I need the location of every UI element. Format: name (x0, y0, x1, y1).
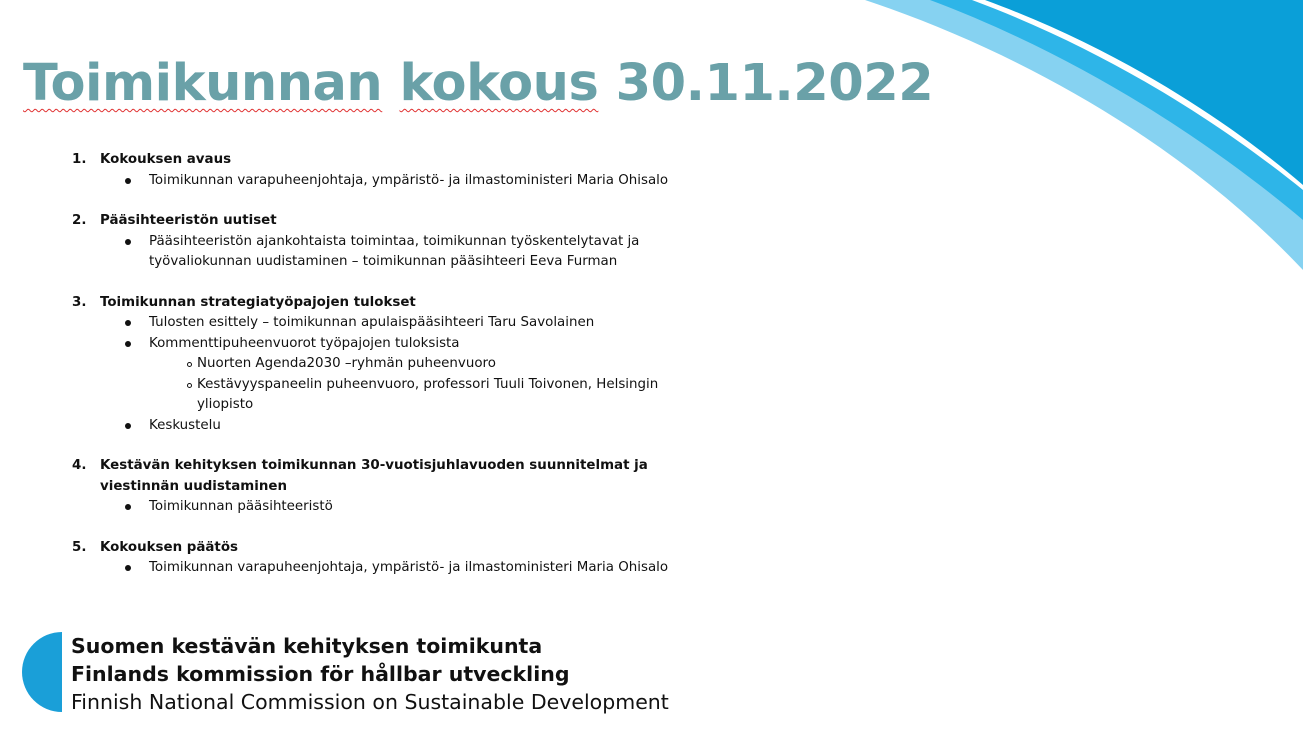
agenda-item-number: 4. (72, 458, 87, 473)
agenda-list (72, 150, 682, 599)
agenda-item-3 (72, 293, 682, 437)
agenda-item-2 (72, 211, 682, 273)
bullet-dot-icon (123, 171, 149, 192)
agenda-bullet (123, 232, 682, 273)
agenda-bullet (123, 334, 682, 355)
page-title (23, 54, 933, 113)
bullet-text: Kommenttipuheenvuorot työpajojen tuloksista (149, 335, 460, 351)
bullet-text: Tulosten esittely – toimikunnan apulaispääsihteeri Taru Savolainen (149, 315, 595, 330)
agenda-bullet (123, 313, 682, 334)
footer-name-swedish: Finlands kommission för hållbar utveckling (71, 662, 570, 686)
agenda-item-5 (72, 538, 682, 579)
bullet-dot-icon (123, 232, 149, 273)
bullet-dot-icon (123, 334, 149, 355)
bullet-text: Toimikunnan varapuheenjohtaja, ympäristö- ja ilmastoministeri Maria Ohisalo (149, 172, 669, 188)
agenda-item-heading: Pääsihteeristön uutiset (100, 213, 277, 228)
agenda-item-number: 2. (72, 213, 87, 228)
agenda-item-heading: Kestävän kehityksen toimikunnan 30-vuotisjuhlavuoden suunnitelmat ja viestinnän uudistaminen (100, 458, 648, 494)
bullet-dot-icon (123, 497, 149, 518)
bullet-dot-icon (123, 558, 149, 579)
title-date: 30.11.2022 (615, 54, 934, 113)
footer-name-english: Finnish National Commission on Sustainable Development (71, 690, 669, 714)
bullet-text: Keskustelu (149, 417, 221, 433)
agenda-item-number: 3. (72, 294, 87, 310)
sub-bullet-text: Kestävyyspaneelin puheenvuoro, professori Tuuli Toivonen, Helsingin yliopisto (197, 376, 659, 412)
bullet-dot-icon (123, 313, 149, 334)
agenda-bullet (123, 558, 682, 579)
bullet-text: Toimikunnan pääsihteeristö (149, 499, 333, 514)
agenda-item-4 (72, 456, 682, 518)
bullet-text: Toimikunnan varapuheenjohtaja, ympäristö- ja ilmastoministeri Maria Ohisalo (149, 560, 669, 575)
bullet-dot-icon (123, 416, 149, 437)
agenda-bullet (123, 497, 682, 518)
agenda-item-heading: Toimikunnan strategiatyöpajojen tulokset (100, 294, 416, 310)
agenda-item-heading: Kokouksen päätös (100, 539, 238, 555)
bullet-text: Pääsihteeristön ajankohtaista toimintaa, toimikunnan työskentelytavat ja työvaliokunnan uudistaminen – toimikunnan pääsihteeri Eeva Furman (149, 233, 640, 269)
bullet-circle-icon (185, 354, 197, 375)
footer-name-finnish: Suomen kestävän kehityksen toimikunta (71, 634, 543, 658)
title-word-1: Toimikunnan (23, 54, 383, 113)
agenda-bullet (123, 171, 682, 192)
agenda-sub-bullet (185, 375, 682, 416)
agenda-sub-bullet (185, 354, 682, 375)
agenda-item-heading: Kokouksen avaus (100, 152, 232, 167)
sub-bullet-text: Nuorten Agenda2030 –ryhmän puheenvuoro (197, 356, 496, 371)
agenda-item-1 (72, 150, 682, 191)
agenda-item-number: 1. (72, 152, 87, 167)
bullet-circle-icon (185, 375, 197, 416)
agenda-item-number: 5. (72, 539, 87, 555)
title-word-2: kokous (399, 54, 599, 113)
agenda-bullet (123, 416, 682, 437)
